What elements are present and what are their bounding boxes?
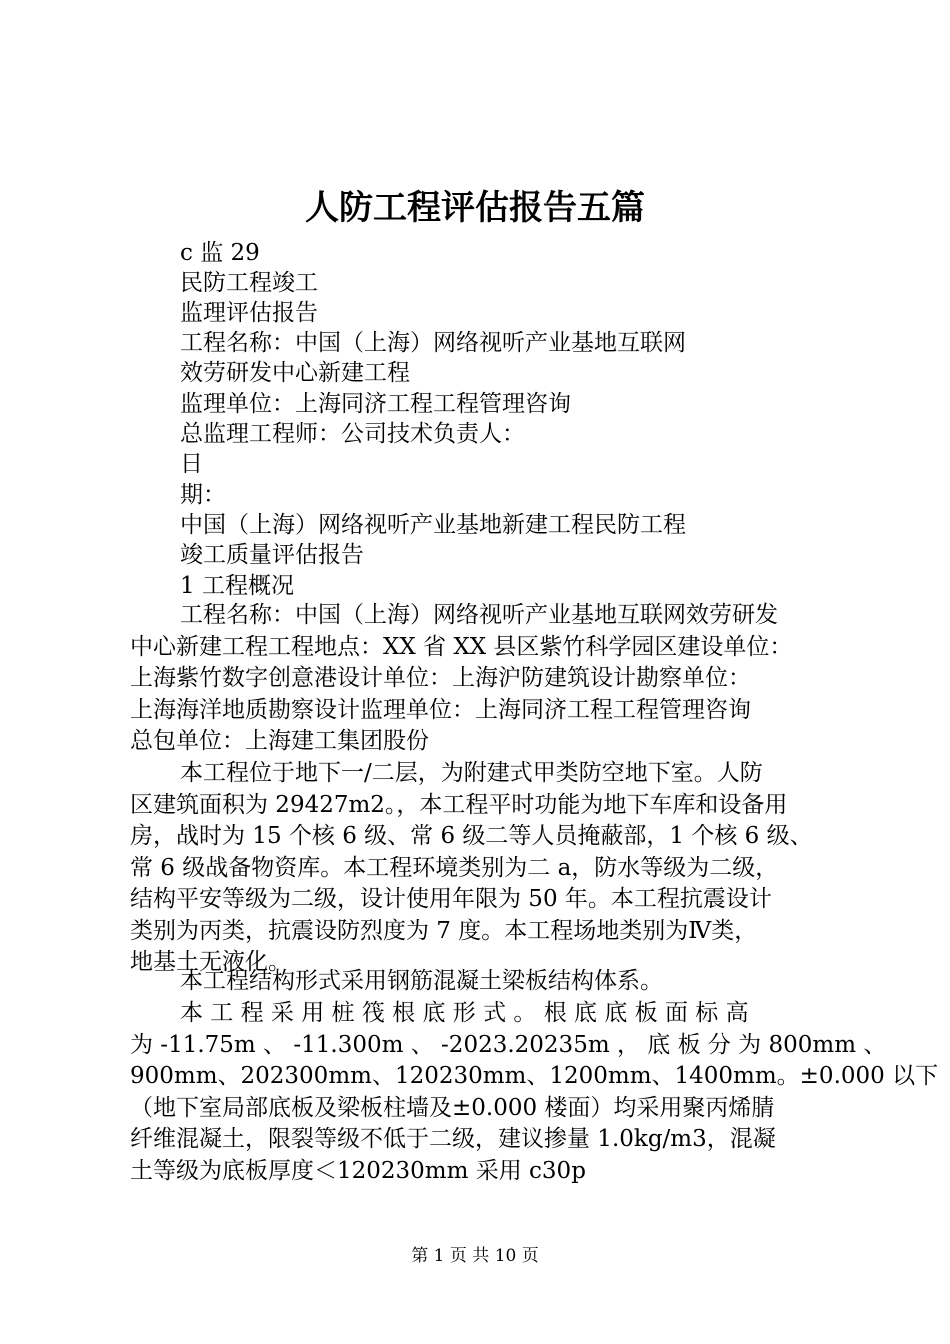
paragraph-line: 上海海洋地质勘察设计监理单位：上海同济工程工程管理咨询 <box>130 696 751 723</box>
paragraph-line: 上海紫竹数字创意港设计单位：上海沪防建筑设计勘察单位： <box>130 665 751 691</box>
paragraph-line: 中心新建工程工程地点：XX 省 XX 县区紫竹科学园区建设单位： <box>130 633 793 660</box>
section-heading: 1 工程概况 <box>180 573 294 599</box>
paragraph-line: 常 6 级战备物资库。本工程环境类别为二 a，防水等级为二级， <box>130 854 779 881</box>
text-line: 竣工质量评估报告 <box>180 542 364 568</box>
paragraph-foundation <box>130 998 939 1187</box>
paragraph-project-info <box>130 600 830 758</box>
paragraph-line: 总包单位：上海建工集团股份 <box>130 728 429 754</box>
paragraph-structure <box>130 966 830 998</box>
text-line: 监理单位：上海同济工程工程管理咨询 <box>180 391 571 417</box>
paragraph-line: 区建筑面积为 29427m2。，本工程平时功能为地下车库和设备用 <box>130 791 788 818</box>
paragraph-line: 纤维混凝土，限裂等级不低于二级，建议掺量 1.0kg/m3，混凝 <box>130 1126 776 1152</box>
text-line: 监理评估报告 <box>180 300 318 326</box>
paragraph-line: 本工程结构形式采用钢筋混凝土梁板结构体系。 <box>180 968 663 994</box>
paragraph-line: （地下室局部底板及梁板柱墙及±0.000 楼面）均采用聚丙烯腈 <box>130 1094 775 1121</box>
paragraph-line: 结构平安等级为二级，设计使用年限为 50 年。本工程抗震设计 <box>130 886 772 912</box>
paragraph-line: 为 -11.75m 、 -11.300m 、 -2023.20235m ， 底 板 分 为 800mm 、 <box>130 1031 887 1058</box>
paragraph-overview <box>130 758 830 979</box>
text-line: 期： <box>180 482 226 508</box>
paragraph-line: 工程名称：中国（上海）网络视听产业基地互联网效劳研发 <box>180 602 778 628</box>
paragraph-line: 房，战时为 15 个核 6 级、常 6 级二等人员掩蔽部，1 个核 6 级、 <box>130 823 813 849</box>
text-line: 民防工程竣工 <box>180 270 318 296</box>
page-footer: 第 1 页 共 10 页 <box>411 1246 539 1266</box>
text-line: 中国（上海）网络视听产业基地新建工程民防工程 <box>180 512 686 538</box>
paragraph-line: 类别为丙类，抗震设防烈度为 7 度。本工程场地类别为Ⅳ类， <box>130 917 758 944</box>
text-line: 工程名称：中国（上海）网络视听产业基地互联网 <box>180 330 686 356</box>
paragraph-line: 地基土无液化。 <box>130 949 291 975</box>
paragraph-line: 土等级为底板厚度＜120230mm 采用 c30p <box>130 1157 586 1184</box>
paragraph-line: 900mm、202300mm、120230mm、1200mm、1400mm。±0.000 以下 <box>130 1063 939 1089</box>
text-line: 总监理工程师：公司技术负责人： <box>180 421 525 447</box>
paragraph-line: 本 工 程 采 用 桩 筏 根 底 形 式 。 根 底 底 板 面 标 高 <box>180 1000 749 1026</box>
text-line: 日 <box>180 451 203 477</box>
text-line: c 监 29 <box>180 240 260 266</box>
text-line: 效劳研发中心新建工程 <box>180 360 410 386</box>
paragraph-line: 本工程位于地下一/二层，为附建式甲类防空地下室。人防 <box>180 760 763 786</box>
document-title: 人防工程评估报告五篇 <box>305 188 645 228</box>
